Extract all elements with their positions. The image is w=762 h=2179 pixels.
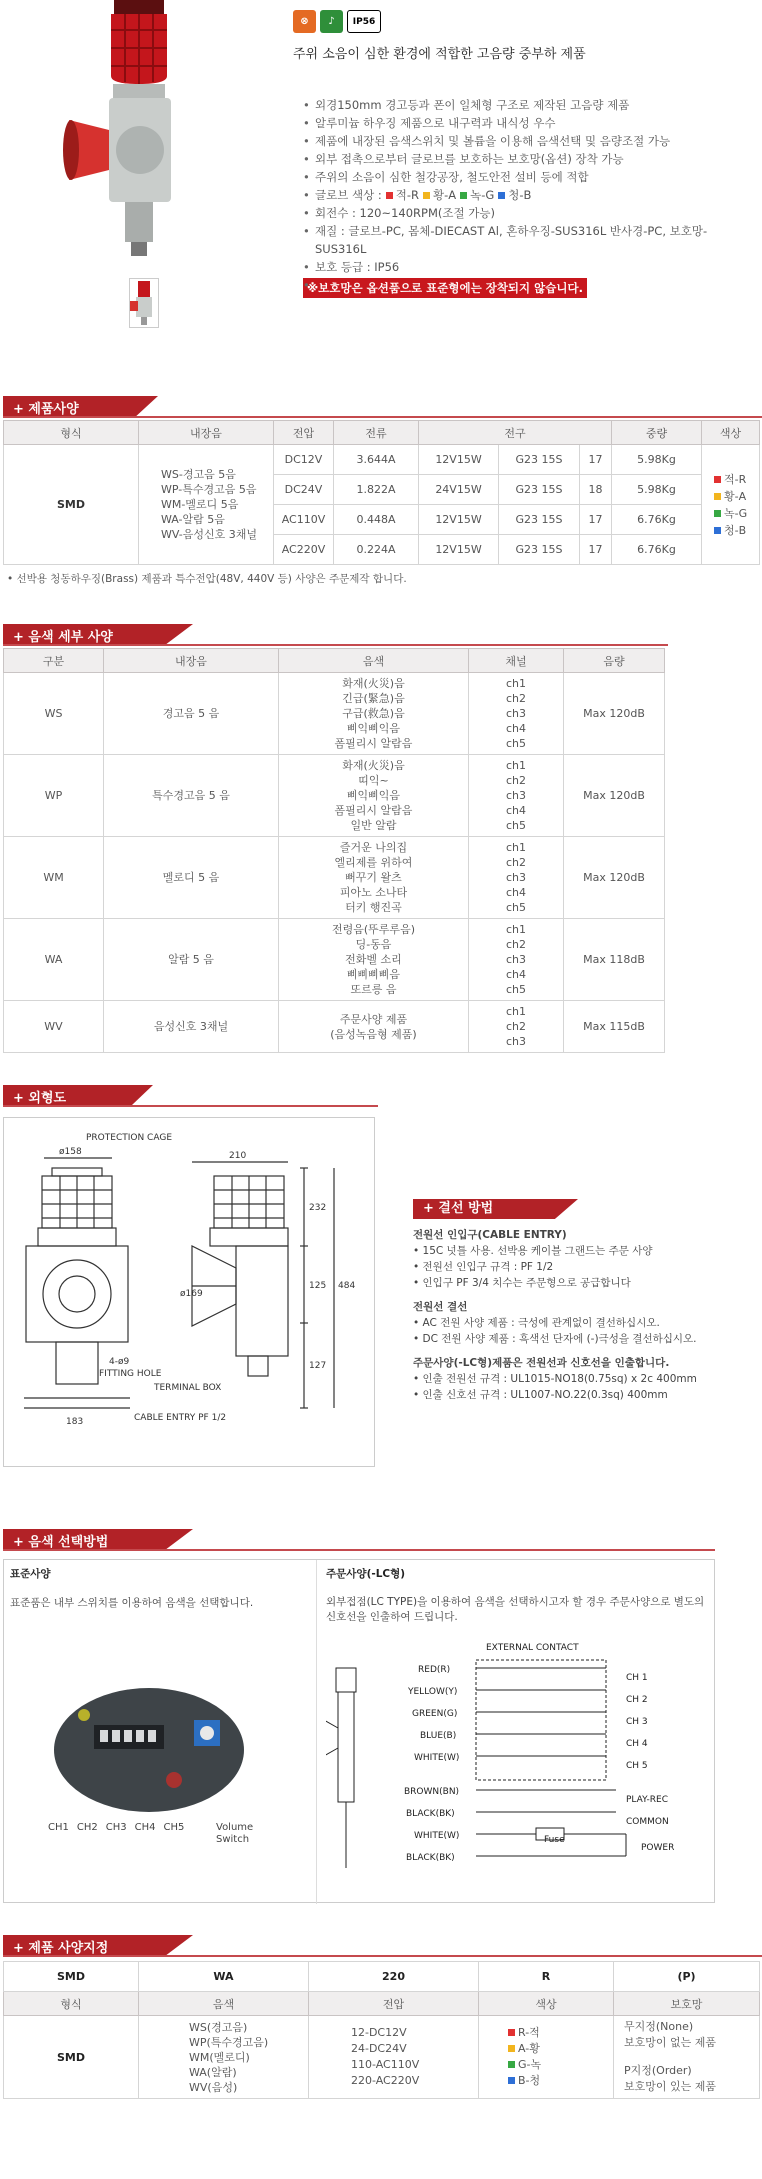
tone: WS(경고음) <box>189 2020 248 2034</box>
feature-item: • 알루미늄 하우징 제품으로 내구력과 내식성 우수 <box>303 114 743 132</box>
ch-name: CH 3 <box>626 1717 648 1727</box>
table-row <box>4 673 665 755</box>
color-label: B-청 <box>518 2074 541 2087</box>
wiring-text: 인출 신호선 규격 : UL1007-NO.22(0.3sq) 400mm <box>422 1389 668 1401</box>
cell: SMD <box>4 2016 139 2099</box>
col-header: 음색 <box>139 1992 309 2016</box>
cell: 음성신호 3채널 <box>104 1001 279 1053</box>
wiring-line: • 인출 전원선 규격 : UL1015-NO18(0.75sq) x 2c 400mm <box>413 1373 697 1385</box>
cell: Max 120dB <box>564 673 665 755</box>
std-panel <box>10 1566 310 1610</box>
ch-cell <box>469 919 564 1001</box>
wire-label: BROWN(BN) <box>404 1787 460 1797</box>
tone: 피아노 소나타 <box>339 886 408 899</box>
tone: 삐삐삐삐음 <box>346 968 401 981</box>
section-header-order: + 제품 사양지정 <box>3 1929 762 1957</box>
label-w210: 210 <box>229 1151 247 1161</box>
label-d158: ø158 <box>59 1147 82 1157</box>
label-h127: 127 <box>309 1361 327 1371</box>
ch-label: CH2 <box>76 1822 98 1833</box>
tone: 전령음(뚜루루음) <box>332 923 415 936</box>
table-row <box>4 755 665 837</box>
cell: 5.98Kg <box>612 475 702 505</box>
code-cell: (P) <box>614 1962 760 1992</box>
cell: 17 <box>580 535 612 565</box>
feature-colors <box>303 186 743 204</box>
color-swatch <box>508 2077 515 2084</box>
wiring-line: • 전원선 인입구 규격 : PF 1/2 <box>413 1261 554 1273</box>
col-header: 채널 <box>469 649 564 673</box>
cell: G23 15S <box>499 445 580 475</box>
ch-labels <box>48 1822 184 1833</box>
dimension-drawing <box>3 1117 375 1467</box>
label-d169: ø169 <box>180 1289 203 1299</box>
tones-cell <box>279 837 469 919</box>
color-label: R-적 <box>518 2026 540 2039</box>
col-header: 형식 <box>4 421 139 445</box>
ch: ch2 <box>505 856 527 869</box>
wire-label: RED(R) <box>418 1665 451 1675</box>
ip56-badge: IP56 <box>347 10 381 33</box>
col-header: 내장음 <box>139 421 274 445</box>
tone: 긴급(緊急)음 <box>342 692 405 705</box>
col-header: 전압 <box>309 1992 479 2016</box>
sound-line: WS-경고음 5음 <box>161 468 236 481</box>
wire-label: WHITE(W) <box>414 1753 460 1763</box>
col-header: 전구 <box>419 421 612 445</box>
section-title: 제품사양 <box>28 402 79 417</box>
wiring-line: • DC 전원 사양 제품 : 흑색선 단자에 (-)극성을 결선하십시오. <box>413 1333 697 1345</box>
wiring-heading: 주문사양(-LC형)제품은 전원선과 신호선을 인출합니다. <box>413 1357 670 1369</box>
cell: WM <box>4 837 104 919</box>
ch: ch3 <box>505 953 527 966</box>
ch-cell <box>469 755 564 837</box>
sound-line: WV-음성신호 3채널 <box>161 528 257 541</box>
cell: G23 15S <box>499 535 580 565</box>
cell: 18 <box>580 475 612 505</box>
wiring-heading: 전원선 결선 <box>413 1301 468 1313</box>
col-header: 색상 <box>702 421 760 445</box>
col-header: 전류 <box>334 421 419 445</box>
color-swatch <box>714 476 721 483</box>
section-title: 제품 사양지정 <box>28 1941 109 1956</box>
tone: 딩-동음 <box>355 938 392 951</box>
code-row <box>4 1962 760 1992</box>
wiring-text: 15C 넛틀 사용. 선박용 케이블 그랜드는 주문 사양 <box>422 1245 653 1257</box>
cell: 알람 5 음 <box>104 919 279 1001</box>
wire-label: YELLOW(Y) <box>408 1687 458 1697</box>
ch-name: CH 4 <box>626 1739 648 1749</box>
cell: Max 120dB <box>564 755 665 837</box>
cell: Max 115dB <box>564 1001 665 1053</box>
cell: 6.76Kg <box>612 505 702 535</box>
selection-panel <box>3 1559 715 1903</box>
col-header: 중량 <box>612 421 702 445</box>
color-label: 청-B <box>508 188 532 202</box>
spec-table <box>3 420 760 565</box>
sound-icon: ♪ <box>320 10 343 33</box>
ch: ch1 <box>505 1005 527 1018</box>
cell: 6.76Kg <box>612 535 702 565</box>
tone: WM(멜로디) <box>189 2050 250 2064</box>
cell: 0.224A <box>334 535 419 565</box>
color-label: 녹-G <box>724 506 748 520</box>
feature-item: • 외부 접촉으로부터 글로브를 보호하는 보호망(옵션) 장착 가능 <box>303 150 743 168</box>
col-header: 내장음 <box>104 649 279 673</box>
tones-cell <box>279 1001 469 1053</box>
ch: ch5 <box>505 737 527 750</box>
color-swatch <box>386 192 393 199</box>
ch: ch3 <box>505 871 527 884</box>
ch: ch3 <box>505 789 527 802</box>
section-title: 결선 방법 <box>438 1201 494 1216</box>
cert-icons <box>293 10 381 33</box>
tone: 즐거운 나의집 <box>339 841 408 854</box>
feature-protection: • 보호 등급 : IP56 <box>303 258 743 276</box>
cell: 멜로디 5 음 <box>104 837 279 919</box>
color-label: 청-B <box>724 523 747 537</box>
section-title: 음색 세부 사양 <box>28 630 113 645</box>
std-desc: 표준품은 내부 스위치를 이용하여 음색을 선택합니다. <box>10 1597 254 1609</box>
wiring-text: 인출 전원선 규격 : UL1015-NO18(0.75sq) x 2c 400mm <box>422 1373 697 1385</box>
tone: 띠익~ <box>358 774 389 787</box>
tone: 또르릉 음 <box>350 983 397 996</box>
wiring-text: 전원선 인입구 규격 : PF 1/2 <box>422 1261 554 1273</box>
ch-name: CH 5 <box>626 1761 648 1771</box>
ch: ch2 <box>505 938 527 951</box>
ch: ch4 <box>505 886 527 899</box>
wiring-panel: + 결선 방법 전원선 인입구(CABLE ENTRY) • 15C 넛틀 사용. 선박용 케이블 그랜드는 주문 사양 • 전원선 인입구 규격 : PF 1/2 • 인입구 PF 3/4 치수는 주문형으로 공급합니다 전원선 결선 • AC 전원 사양 제품 : 극성에 관계없이 결선하십시오. • DC 전원 사양 제품 : 흑색선 단자에 (-)극성을 결선하십시오. 주문사양(-LC형)제품은 전원선과 신호선을 인출합니다. • 인출 전원선 규격 : UL1015-NO18(0.75sq) x 2c 400mm • 인출 신호선 규격 : UL1007-NO.22(0.3sq) 400mm <box>413 1199 758 1403</box>
order-desc: 외부접점(LC TYPE)을 이용하여 음색을 선택하시고자 할 경우 주문사양으로 별도의 신호선을 인출하여 드립니다. <box>326 1596 705 1623</box>
wire-label: BLACK(BK) <box>406 1853 455 1863</box>
tone: 뻐꾸기 왈츠 <box>345 871 402 884</box>
cell: WA <box>4 919 104 1001</box>
color-swatch <box>714 527 721 534</box>
product-hero <box>3 0 762 350</box>
ch: ch1 <box>505 923 527 936</box>
col-header: 색상 <box>479 1992 614 2016</box>
label-w183: 183 <box>66 1417 84 1427</box>
tone: 주문사양 제품 <box>339 1012 408 1026</box>
cell: 경고음 5 음 <box>104 673 279 755</box>
cell: 17 <box>580 445 612 475</box>
ch: ch4 <box>505 804 527 817</box>
volt: 220-AC220V <box>351 2074 420 2087</box>
tone: 터키 행진곡 <box>345 901 402 914</box>
sound-table <box>3 648 665 1053</box>
wiring-heading: 전원선 인입구(CABLE ENTRY) <box>413 1229 567 1241</box>
cell: WS <box>4 673 104 755</box>
ch-label: CH4 <box>134 1822 156 1833</box>
col-header: 형식 <box>4 1992 139 2016</box>
table-row <box>4 445 760 475</box>
ch: ch2 <box>505 692 527 705</box>
common-label: COMMON <box>626 1817 669 1827</box>
color-swatch <box>714 493 721 500</box>
cell: 0.448A <box>334 505 419 535</box>
tone: (음성녹음형 제품) <box>330 1027 417 1041</box>
ch: ch5 <box>505 901 527 914</box>
ch-cell <box>469 1001 564 1053</box>
tone: 삐익삐익음 <box>346 722 401 735</box>
wire-label: GREEN(G) <box>412 1709 458 1719</box>
guard-line: 보호망이 있는 제품 <box>624 2080 717 2093</box>
guard-line: 무지정(None) <box>624 2020 694 2033</box>
wire-label: BLACK(BK) <box>406 1809 455 1819</box>
cell: Max 118dB <box>564 919 665 1001</box>
ch: ch1 <box>505 841 527 854</box>
table-row <box>4 919 665 1001</box>
wiring-line: • 인출 신호선 규격 : UL1007-NO.22(0.3sq) 400mm <box>413 1389 668 1401</box>
ch-cell <box>469 837 564 919</box>
tone: WA(알람) <box>189 2065 237 2079</box>
code-cell: SMD <box>4 1962 139 1992</box>
cell: WP <box>4 755 104 837</box>
color-label: 적-R <box>724 472 747 486</box>
cell: 24V15W <box>419 475 499 505</box>
cell: 특수경고음 5 음 <box>104 755 279 837</box>
notice-banner: ※보호망은 옵션품으로 표준형에는 장착되지 않습니다. <box>303 278 587 298</box>
col-header: 음량 <box>564 649 665 673</box>
wiring-line: • AC 전원 사양 제품 : 극성에 관계없이 결선하십시오. <box>413 1317 660 1329</box>
product-image <box>59 0 239 260</box>
feature-item: • 제품에 내장된 음색스위치 및 볼륨을 이용해 음색선택 및 음량조절 가능 <box>303 132 743 150</box>
tones-cell <box>139 2016 309 2099</box>
tone: 삐익삐익음 <box>346 789 401 802</box>
tones-cell <box>279 673 469 755</box>
cell: 3.644A <box>334 445 419 475</box>
volts-cell <box>309 2016 479 2099</box>
sounds-cell <box>139 445 274 565</box>
ch: ch4 <box>505 722 527 735</box>
colors-cell <box>479 2016 614 2099</box>
section-header-dim: + 외형도 <box>3 1079 762 1107</box>
sound-line: WM-멜로디 5음 <box>161 498 239 511</box>
feature-list <box>303 96 743 298</box>
warning-light-icon: ⊗ <box>293 10 316 33</box>
cell: Max 120dB <box>564 837 665 919</box>
color-label: 녹-G <box>470 188 495 202</box>
section-header-spec: + 제품사양 <box>3 390 762 418</box>
tone: 구급(救急)음 <box>342 707 405 720</box>
section-title: 음색 선택방법 <box>28 1535 109 1550</box>
order-panel <box>326 1566 711 1625</box>
label-h484: 484 <box>338 1281 356 1291</box>
tone: 일반 알람 <box>350 819 397 832</box>
color-swatch <box>423 192 430 199</box>
feature-rotation: • 회전수 : 120~140RPM(조절 가능) <box>303 204 743 222</box>
ch: ch2 <box>505 1020 527 1033</box>
section-title: 외형도 <box>28 1091 67 1106</box>
cell: AC110V <box>274 505 334 535</box>
order-title: 주문사양(-LC형) <box>326 1568 406 1580</box>
sound-line: WP-특수경고음 5음 <box>161 483 257 496</box>
color-swatch <box>508 2029 515 2036</box>
ch: ch3 <box>505 1035 527 1048</box>
tone: 전화벨 소리 <box>345 953 402 966</box>
ext-label: EXTERNAL CONTACT <box>486 1643 579 1653</box>
std-title: 표준사양 <box>10 1568 51 1580</box>
volt: 12-DC12V <box>351 2026 407 2039</box>
ch: ch1 <box>505 759 527 772</box>
section-header-sound: + 음색 세부 사양 <box>3 618 762 646</box>
table-row <box>4 2016 760 2099</box>
color-swatch <box>508 2045 515 2052</box>
table-row <box>4 837 665 919</box>
label-h125: 125 <box>309 1281 327 1291</box>
feature-item: • 외경150mm 경고등과 폰이 일체형 구조로 제작된 고음량 제품 <box>303 96 743 114</box>
cell: WV <box>4 1001 104 1053</box>
wiring-text: DC 전원 사양 제품 : 흑색선 단자에 (-)극성을 결선하십시오. <box>422 1333 697 1345</box>
cell: 5.98Kg <box>612 445 702 475</box>
ch-label: CH3 <box>105 1822 127 1833</box>
ch-name: CH 1 <box>626 1673 648 1683</box>
cell: AC220V <box>274 535 334 565</box>
power-label: POWER <box>641 1843 675 1853</box>
section-header-select: + 음색 선택방법 <box>3 1523 762 1551</box>
color-swatch <box>498 192 505 199</box>
wiring-text: AC 전원 사양 제품 : 극성에 관계없이 결선하십시오. <box>422 1317 660 1329</box>
tone: WP(특수경고음) <box>189 2035 269 2049</box>
feature-material: • 재질 : 글로브-PC, 몸체-DIECAST Al, 혼하우징-SUS316L 반사경-PC, 보호망-SUS316L <box>303 222 743 258</box>
col-header: 음색 <box>279 649 469 673</box>
cell: 17 <box>580 505 612 535</box>
ch: ch2 <box>505 774 527 787</box>
cell: 12V15W <box>419 505 499 535</box>
color-label: 적-R <box>395 188 419 202</box>
ch: ch3 <box>505 707 527 720</box>
table-row <box>4 1001 665 1053</box>
tones-cell <box>279 755 469 837</box>
wire-label: WHITE(W) <box>414 1831 460 1841</box>
color-swatch <box>714 510 721 517</box>
cell: DC24V <box>274 475 334 505</box>
label-fithole: FITTING HOLE <box>99 1369 162 1379</box>
col-header: 전압 <box>274 421 334 445</box>
model-cell: SMD <box>4 445 139 565</box>
ch-name: CH 2 <box>626 1695 648 1705</box>
feature-item: • 주위의 소음이 심한 철강공장, 철도안전 설비 등에 적합 <box>303 168 743 186</box>
playrec-label: PLAY-REC <box>626 1795 669 1805</box>
ch: ch5 <box>505 983 527 996</box>
guard-cell <box>614 2016 760 2099</box>
ch: ch5 <box>505 819 527 832</box>
guard-line: P지정(Order) <box>624 2064 692 2077</box>
cell: DC12V <box>274 445 334 475</box>
label-cage: PROTECTION CAGE <box>86 1133 173 1143</box>
dimension-svg <box>4 1118 374 1466</box>
volt: 110-AC110V <box>351 2058 420 2071</box>
wire-label: BLUE(B) <box>420 1731 457 1741</box>
label-fit: 4-ø9 <box>109 1357 130 1367</box>
color-label: 황-A <box>724 489 747 503</box>
cell: 12V15W <box>419 445 499 475</box>
label-h232: 232 <box>309 1203 327 1213</box>
col-header: 보호망 <box>614 1992 760 2016</box>
notice-row <box>303 276 743 298</box>
fuse-label: Fuse <box>544 1835 565 1845</box>
ch-label: CH1 <box>48 1822 69 1833</box>
color-label: A-황 <box>518 2042 540 2055</box>
tone: 화재(火災)음 <box>342 759 405 772</box>
code-cell: R <box>479 1962 614 1992</box>
color-label: G-녹 <box>518 2058 542 2071</box>
color-prefix: 글로브 색상 : <box>315 188 382 202</box>
color-label: 황-A <box>432 188 457 202</box>
label-cable: CABLE ENTRY PF 1/2 <box>134 1413 227 1423</box>
order-table <box>3 1961 760 2099</box>
ch: ch4 <box>505 968 527 981</box>
color-swatch <box>460 192 467 199</box>
colors-cell <box>702 445 760 565</box>
footnote-text: 선박용 청동하우징(Brass) 제품과 특수전압(48V, 440V 등) 사양은 주문제작 합니다. <box>16 573 407 585</box>
ch-label: CH5 <box>163 1822 185 1833</box>
guard-line: 보호망이 없는 제품 <box>624 2036 717 2049</box>
cell: G23 15S <box>499 505 580 535</box>
vol-label: Volume Switch <box>216 1822 254 1845</box>
cell: G23 15S <box>499 475 580 505</box>
col-header: 구분 <box>4 649 104 673</box>
sound-line: WA-알람 5음 <box>161 513 225 526</box>
tone: 화재(火災)음 <box>342 677 405 690</box>
spec-footnote: • 선박용 청동하우징(Brass) 제품과 특수전압(48V, 440V 등) 사양은 주문제작 합니다. <box>7 573 407 585</box>
wiring-text: 인입구 PF 3/4 치수는 주문형으로 공급합니다 <box>422 1277 631 1289</box>
tone: 엘리제를 위하여 <box>334 856 413 869</box>
tone: 폼필리시 알람음 <box>334 737 413 750</box>
wiring-line: • 15C 넛틀 사용. 선박용 케이블 그랜드는 주문 사양 <box>413 1245 653 1257</box>
cell: 1.822A <box>334 475 419 505</box>
wiring-line: • 인입구 PF 3/4 치수는 주문형으로 공급합니다 <box>413 1277 631 1289</box>
cell: 12V15W <box>419 535 499 565</box>
ch-cell <box>469 673 564 755</box>
tones-cell <box>279 919 469 1001</box>
code-cell: WA <box>139 1962 309 1992</box>
lc-wiring-diagram <box>326 1638 706 1898</box>
volt: 24-DC24V <box>351 2042 407 2055</box>
switch-photo <box>54 1680 254 1820</box>
tone: 폼필리시 알람음 <box>334 804 413 817</box>
label-tbox: TERMINAL BOX <box>154 1383 222 1393</box>
ch: ch1 <box>505 677 527 690</box>
tone: WV(음성) <box>189 2080 238 2094</box>
product-thumbnail[interactable] <box>129 278 159 328</box>
product-tagline: 주위 소음이 심한 환경에 적합한 고음량 중부하 제품 <box>293 47 586 62</box>
code-cell: 220 <box>309 1962 479 1992</box>
color-swatch <box>508 2061 515 2068</box>
